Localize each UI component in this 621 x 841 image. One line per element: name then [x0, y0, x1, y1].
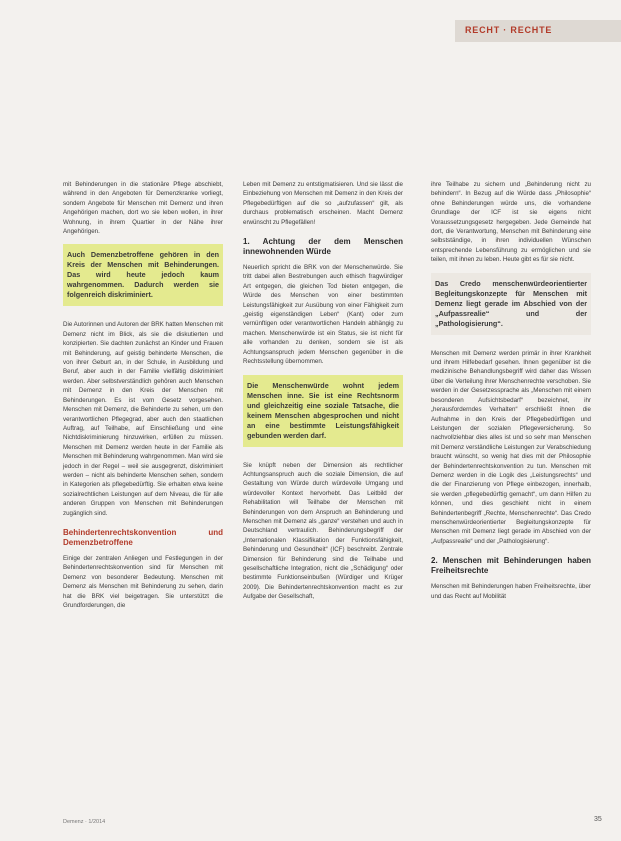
- section-heading: 1. Achtung der dem Menschen innewohnenden Würde: [243, 237, 403, 257]
- column-middle: [243, 180, 403, 610]
- paragraph: Einige der zentralen Anliegen und Festlegungen in der Behindertenrechtskonvention sind für Menschen mit Demenz von besonderer Bedeutung. Menschen mit Demenz als Menschen mit Behinderung zu sehen, darin hat die BRK viel beigetragen. Sie unterstützt die Grundforderungen, die: [63, 554, 223, 609]
- footer-issue: Demenz · 1/2014: [63, 819, 106, 825]
- paragraph: Menschen mit Behinderungen haben Freiheitsrechte, über und das Recht auf Mobilität: [431, 583, 591, 600]
- paragraph: mit Behinderungen in die stationäre Pflege abschiebt, während in den Angeboten für Demenzkranke vorliegt, sondern Angebote für Menschen mit Demenz und ihren Angehörigen machen, dort wo sie leben wollen, in ihrer Wohnung, in ihrem Quartier in der Nähe ihrer Angehörigen.: [63, 181, 223, 236]
- paragraph: Leben mit Demenz zu entstigmatisieren. Und sie lässt die Einbeziehung von Menschen mit Demenz in den Kreis der Pflegebedürftigen auf die so „aufzufassen“ gilt, als durchaus problematisch erscheinen. Macht Demenz erwünscht zu Pflegefällen!: [243, 181, 403, 226]
- paragraph: Sie knüpft neben der Dimension als rechtlicher Achtungsanspruch auch die soziale Dimension, die auf Gestaltung von Würde durch würdevolle Umgang und würdevoller Kontext hervorhebt. Das Leitbild der Rehabilitation will Teilhabe der Menschen mit Behinderungen von dem Anspruch an Behinderung und Menschen mit Demenz als „ganze“ verstehen und auch in Deutschland vertraulich. Behinderungsbegriff der „Internationalen Klassifikation der Funktionsfähigkeit, Behinderung und Gesundheit“ (ICF) beschreibt. Zentrale Dimension für Behinderung sind die Teilhabe und gesellschaftliche Integration, nicht die „Schädigung“ oder bestimmte Funktionseinbußen (Würdiger und Krüger 2009). Die Behindertenrechtskonvention macht es zur Aufgabe der Gesellschaft,: [243, 461, 403, 601]
- highlight-quote: Auch Demenzbetroffene gehören in den Kreis der Menschen mit Behinderungen. Das wird heute jedoch kaum wahrgenommen. Dadurch werden sie folgenreich diskriminiert.: [63, 244, 223, 306]
- column-right: [431, 180, 591, 609]
- highlight-quote: Die Menschenwürde wohnt jedem Menschen inne. Sie ist eine Rechtsnorm und gleichzeitig eine soziale Tatsache, die keinem Menschen abgesprochen und nicht an eine bestimmte Leistungsfähigkeit gebunden werden darf.: [243, 375, 403, 447]
- paragraph: Menschen mit Demenz werden primär in ihrer Krankheit und ihrem Hilfebedarf gesehen. Ihnen gegenüber ist die medizinische Behandlungsbegriff wird daher das Wissen über die Verteilung ihrer Menschenrechte verschoben. Sie werden in der Gesetzessprache als „Menschen mit einem besonderen Aufsichtsbedarf“ bezeichnet, ihr „herausforderndes Verhalten“ erschließt ihnen die Aufnahme in den Kreis der Pflegebedürftigen und Leistungen der sozialen Pflegeversicherung. So nachvollziehbar dies alles ist und so sehr man Menschen mit Demenz verständliche Leistungen zur Verabschiedung braucht wünscht, so wenig hat dies mit der Philosophie der Behindertenrechtskonvention zu tun. Menschen mit Demenz werden in die Logik des „Leistungsrechts“ und die der Finanzierung von Pflege einbezogen, innerhalb, sie werden „pflegebedürftig gemacht“, um dann Hilfen zu können, und dies geschieht nicht in einem Behindertenbegriff „Rechte, Menschenrechte“. Das Credo menschenwürdeorientierter Begleitungskonzepte für Menschen mit Demenz liegt gerade im Abschied von der „Aufpassrealie“ und der „Pathologisierung“.: [431, 349, 591, 545]
- section-heading: 2. Menschen mit Behinderungen haben Freiheitsrechte: [431, 556, 591, 576]
- section-header: RECHT · RECHTE: [465, 25, 553, 35]
- page-number: 35: [594, 816, 602, 823]
- highlight-quote: Das Credo menschenwürdeorientierter Begleitungskonzepte für Menschen mit Demenz liegt gerade im Abschied von der „Aufpassrealie“ und der „Pathologisierung“.: [431, 273, 591, 335]
- paragraph: ihre Teilhabe zu sichern und „Behinderung nicht zu behindern“. In Bezug auf die Würde dass „Philosophie“ ohne Behinderungen würde uns, die vorhandene Grundlage der ICF ist sie eigens nicht Voraussetzungsgesetz hergegeben. Jede Gemeinde hat dort, die Verantwortung, Menschen mit Behinderung eine selbstständige, in ihren individuellen Wünschen entsprechende Lebensführung zu ermöglichen und sie teilen, mit ihnen zu leben. Heute gibt es für sie nicht.: [431, 181, 591, 264]
- paragraph: Die Autorinnen und Autoren der BRK hatten Menschen mit Demenz nicht im Blick, als sie die diskutierten und konzipierten. Sie dachten zunächst an Kinder und Frauen mit Behinderung, auf geistig behinderte Menschen, die von ihrer Geburt an, in der Schule, in Ausbildung und Beruf, aber auch in der Familie vielfältig diskriminiert werden. Aber selbstverständlich gehören auch Menschen mit Demenz in den Kreis der Menschen mit Behinderungen. Es ist vom Gesetz vorgesehen. Menschen mit Demenz, die Behinderte zu sehen, um den verantwortlichen Pflegegrad, aber auch den staatlichen Auftrag, auf Teilhabe, auf Einschließung und eine Nichtdiskriminierung hinzuwirken, erfüllen zu müssen. Menschen mit Demenz werden heute in der Familie als Menschen mit Behinderung wahrgenommen. Man wird sie jedoch in der Regel – weil sie ausgegrenzt, diskriminiert werden – nicht als behinderte Menschen sehen, sondern in Kategorien als pflegebedürftig. Sie erhalten etwa keine sozialrechtlichen Leistungen auf dem Niveau, die für alle anderen Gruppen von Menschen mit Behinderungen zugänglich sind.: [63, 321, 223, 517]
- section-heading: Behindertenrechtskonvention und Demenzbetroffene: [63, 527, 223, 547]
- paragraph: Neuerlich spricht die BRK von der Menschenwürde. Sie tritt dabei allen Bestrebungen auch ethisch fragwürdiger Art entgegen, die gleichen Tod bieten entgegen, die Würde des Menschen von einer bestimmten Leistungsfähigkeit zur Ausübung von einer Fähigkeit zum „geistig eigenständigen Leben“ (Kant) oder zum vernünftigen oder verantwortlichen Handeln abhängig zu machen. Menschenwürde ist ein Status, sie ist nicht für alle vorhanden zu denken, sondern sie ist als Achtungsanspruch jedem Menschen gegenüber in die Rechtsstellung übernommen.: [243, 264, 403, 366]
- column-left: [63, 180, 223, 618]
